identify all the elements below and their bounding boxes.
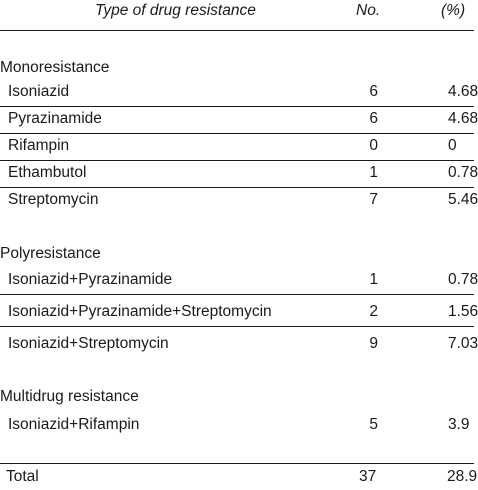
group-title-polyresistance: Polyresistance [0,245,101,262]
total-label: Total [6,468,39,485]
drug-name: Isoniazid+Pyrazinamide+Streptomycin [8,303,272,320]
table-row [0,268,478,295]
table-row [0,80,478,107]
count-value: 0 [369,137,378,154]
count-value: 6 [369,83,378,100]
column-header-percent: (%) [441,2,466,19]
percent-value: 1.56 [448,303,478,320]
table-header [0,0,474,31]
table-row [0,134,474,161]
group-title-multidrug-resistance: Multidrug resistance [0,388,139,405]
drug-name: Isoniazid+Pyrazinamide [8,271,173,288]
total-divider [0,463,474,464]
total-percent: 28.9 [447,468,478,485]
column-header-type: Type of drug resistance [95,2,256,19]
count-value: 2 [369,303,378,320]
table-row [0,161,478,188]
percent-value: 0.78 [448,271,478,288]
drug-name: Ethambutol [8,164,87,181]
drug-name: Isoniazid [8,83,70,100]
total-count: 37 [359,468,377,485]
column-header-number: No. [356,2,381,19]
drug-name: Isoniazid+Rifampin [8,416,140,433]
count-value: 1 [369,164,378,181]
percent-value: 4.68 [448,110,478,127]
percent-value: 0 [448,137,457,154]
drug-name: Streptomycin [8,191,99,208]
drug-name: Isoniazid+Streptomycin [8,335,169,352]
count-value: 9 [369,335,378,352]
total-row [0,466,478,490]
table-row [0,332,478,358]
count-value: 5 [369,416,378,433]
percent-value: 5.46 [448,191,478,208]
table-row [0,188,478,214]
count-value: 7 [369,191,378,208]
table-row [0,107,478,134]
table-row [0,300,478,327]
table-row [0,413,474,439]
group-title-monoresistance: Monoresistance [0,59,110,76]
drug-name: Pyrazinamide [8,110,102,127]
percent-value: 7.03 [448,335,478,352]
count-value: 6 [369,110,378,127]
count-value: 1 [369,271,378,288]
percent-value: 3.9 [448,416,470,433]
percent-value: 4.68 [448,83,478,100]
percent-value: 0.78 [448,164,478,181]
drug-name: Rifampin [8,137,70,154]
